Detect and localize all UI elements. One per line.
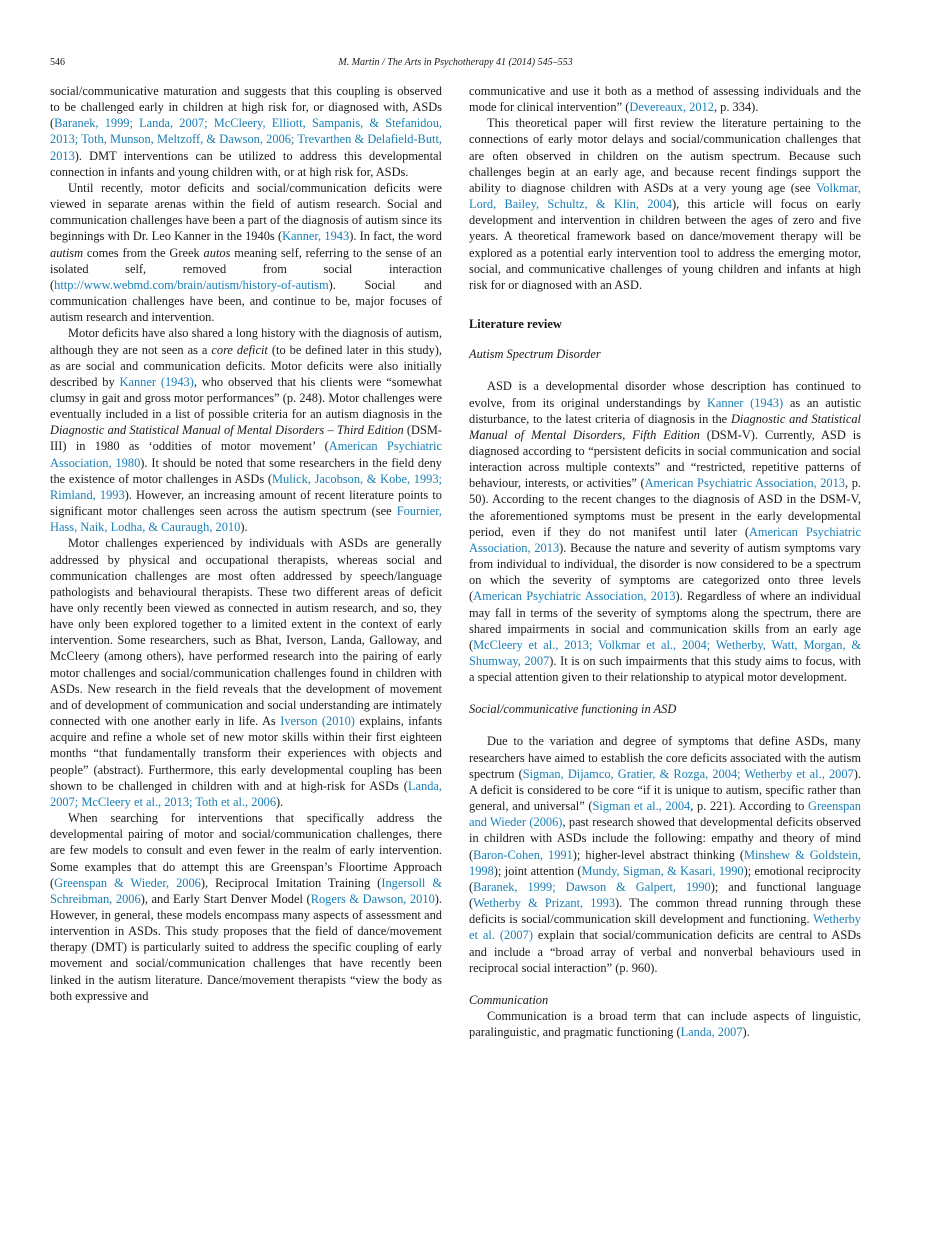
- subsection-heading: Autism Spectrum Disorder: [469, 347, 601, 362]
- citation-link[interactable]: American Psychiatric Association, 2013: [644, 476, 846, 491]
- subsection-heading: Social/communicative functioning in ASD: [469, 702, 677, 717]
- paragraph: Due to the variation and degree of symptoms that define ASDs, many researchers have aimed to establish the core deficits associated with the autism spectrum (Sigman, Dijamco, Gratier, & Rozga, 2004; Wetherby et al., 2007). A deficit is considered to be core “if it is unique to autism, specific rather than general, and universal” (Sigman et al., 2004, p. 221). According to Greenspan and Wieder (2006), past research showed that developmental deficits observed in children with ASDs include the following: empathy and theory of mind (Baron-Cohen, 1991); higher-level abstract thinking (Minshew & Goldstein, 1998); joint attention (Mundy, Sigman, & Kasari, 1990); emotional reciprocity (Baranek, 1999; Dawson & Galpert, 1990); and functional language (Wetherby & Prizant, 1993). The common thread running through these deficits is social/communication skill development and functioning. Wetherby et al. (2007) explain that social/communication deficits are central to ASDs and include a “broad array of verbal and nonverbal behaviours used in reciprocal social interaction” (p. 960).: [469, 734, 862, 975]
- citation-link[interactable]: Baranek, 1999; Dawson & Galpert, 1990: [473, 879, 711, 894]
- citation-link[interactable]: Baron-Cohen, 1991: [473, 847, 573, 862]
- citation-link[interactable]: Fournier, Hass, Naik, Lodha, & Cauraugh, 2010: [50, 504, 442, 535]
- citation-link[interactable]: American Psychiatric Association, 2013: [473, 589, 676, 604]
- citation-link[interactable]: Landa, 2007: [680, 1025, 743, 1040]
- paragraph: Until recently, motor deficits and social/communication deficits were viewed in separate arenas within the field of autism research. Social and communication challenges have been a part of the diagnosis of autism since its beginnings with Dr. Leo Kanner in the 1940s (Kanner, 1943). In fact, the word autism comes from the Greek autos meaning self, referring to the sense of an isolated self, removed from social interaction (http://www.webmd.com/brain/autism/history-of-autism). Social and communication challenges have been, and continue to be, major focuses of autism research and intervention.: [50, 180, 442, 325]
- running-head: M. Martin / The Arts in Psychotherapy 41 (2014) 545–553: [338, 57, 573, 68]
- citation-link[interactable]: American Psychiatric Association, 1980: [50, 439, 442, 470]
- paragraph: Motor deficits have also shared a long history with the diagnosis of autism, although they are not seen as a core deficit (to be defined later in this study), as are social and communication deficits. Motor deficits were also initially described by Kanner (1943), who observed that his clients were “somewhat clumsy in gait and gross motor performances” (p. 248). Motor challenges were eventually included in a list of possible criteria for an autism diagnosis in the Diagnostic and Statistical Manual of Mental Disorders – Third Edition (DSM-III) in 1980 as ‘oddities of motor movement’ (American Psychiatric Association, 1980). It should be noted that some researchers in the field deny the existence of motor challenges in ASDs (Mulick, Jacobson, & Kobe, 1993; Rimland, 1993). However, an increasing amount of recent literature points to significant motor challenges seen across the autism spectrum (see Fournier, Hass, Naik, Lodha, & Cauraugh, 2010).: [50, 326, 443, 535]
- citation-link[interactable]: Wetherby & Prizant, 1993: [473, 896, 616, 911]
- citation-link[interactable]: Sigman et al., 2004: [592, 799, 691, 814]
- paragraph: communicative and use it both as a method of assessing individuals and the mode for clinical intervention” (Devereaux, 2012, p. 334).: [469, 84, 861, 115]
- citation-link[interactable]: Wetherby et al. (2007): [469, 912, 861, 943]
- paragraph: This theoretical paper will first review the literature pertaining to the connections of early motor delays and social/communication challenges that are often observed in children on the autism spectrum. Because such challenges begin at an early age, and because recent findings support the ability to diagnose children with ASDs at a very young age (see Volkmar, Lord, Bailey, Schultz, & Klin, 2004), this article will focus on early development and intervention in children between the ages of zero and five years. A theoretical framework based on dance/movement therapy will be explored as a potential early intervention tool to address the emerging motor, social, and communicative challenges of young children and infants at high risk for or diagnosed with an ASD.: [469, 116, 861, 292]
- citation-link[interactable]: Ingersoll & Schreibman, 2006: [50, 875, 442, 906]
- citation-link[interactable]: Minshew & Goldstein, 1998: [469, 847, 862, 878]
- paragraph: Communication is a broad term that can include aspects of linguistic, paralinguistic, and pragmatic functioning (Landa, 2007).: [469, 1008, 861, 1040]
- citation-link[interactable]: Devereaux, 2012: [629, 100, 714, 115]
- url-link[interactable]: http://www.webmd.com/brain/autism/history-of-autism: [54, 277, 329, 292]
- citation-link[interactable]: Mundy, Sigman, & Kasari, 1990: [581, 863, 744, 878]
- citation-link[interactable]: Greenspan & Wieder, 2006: [54, 875, 201, 890]
- paragraph: When searching for interventions that specifically address the developmental pairing of motor and social/communication challenges, there are few models to consult and even fewer in the realm of early intervention. Some examples that do attempt this are Greenspan’s Floortime Approach (Greenspan & Wieder, 2006), Reciprocal Imitation Training (Ingersoll & Schreibman, 2006), and Early Start Denver Model (Rogers & Dawson, 2010). However, in general, these models encompass many aspects of assessment and intervention in ASDs. This study proposes that the field of dance/movement therapy (DMT) is particularly suited to address the specific coupling of early movement and social/communication challenges that have recently been linked in the autism literature. Dance/movement therapists “view the body as both expressive and: [50, 811, 442, 1003]
- citation-link[interactable]: Kanner, 1943: [282, 229, 350, 244]
- citation-link[interactable]: Volkmar, Lord, Bailey, Schultz, & Klin, 2004: [469, 180, 861, 212]
- citation-link[interactable]: Greenspan and Wieder (2006): [469, 799, 861, 830]
- citation-link[interactable]: Mulick, Jacobson, & Kobe, 1993; Rimland, 1993: [50, 471, 442, 502]
- page-header: [50, 56, 861, 70]
- citation-link[interactable]: Landa, 2007; McCleery et al., 2013; Toth et al., 2006: [50, 778, 442, 809]
- paragraph: social/communicative maturation and suggests that this coupling is observed to be challenged early in children at high risk for, or diagnosed with, ASDs (Baranek, 1999; Landa, 2007; McCleery, Elliott, Sampanis, & Stefanidou, 2013; Toth, Munson, Meltzoff, & Dawson, 2006; Trevarthen & Delafield-Butt, 2013). DMT interventions can be utilized to address this developmental connection in infants and young children with, or at high risk for, ASDs.: [50, 84, 442, 179]
- right-column: [469, 83, 861, 1040]
- citation-link[interactable]: McCleery et al., 2013; Volkmar et al., 2004; Wetherby, Watt, Morgan, & Shumway, 2007: [469, 637, 861, 668]
- paragraph: ASD is a developmental disorder whose description has continued to evolve, from its original understandings by Kanner (1943) as an autistic disturbance, to the latest criteria of diagnosis in the Diagnostic and Statistical Manual of Mental Disorders, Fifth Edition (DSM-V). Currently, ASD is diagnosed according to “persistent deficits in social communication and social interaction across multiple contexts” and “restricted, repetitive patterns of behaviour, interests, or activities” (American Psychiatric Association, 2013, p. 50). According to the recent changes to the diagnosis of ASD in the DSM-V, the aforementioned symptoms must be present in the early developmental period, even if they do not manifest until later (American Psychiatric Association, 2013). Because the nature and severity of autism symptoms vary from individual to individual, the disorder is now considered to be a spectrum on which the severity of symptoms are categorized onto three levels (American Psychiatric Association, 2013). Regardless of where an individual may fall in terms of the severity of symptoms along the spectrum, there are shared impairments in social and communication skills from an early age (McCleery et al., 2013; Volkmar et al., 2004; Wetherby, Watt, Morgan, & Shumway, 2007). It is on such impairments that this study aims to focus, with a special attention given to their relationship to atypical motor development.: [469, 379, 862, 685]
- page-number: 546: [50, 57, 65, 68]
- citation-link[interactable]: Sigman, Dijamco, Gratier, & Rozga, 2004; Wetherby et al., 2007: [522, 766, 854, 781]
- citation-link[interactable]: Kanner (1943): [706, 395, 784, 410]
- citation-link[interactable]: American Psychiatric Association, 2013: [469, 524, 861, 555]
- citation-link[interactable]: Kanner (1943): [119, 374, 194, 389]
- citation-link[interactable]: Baranek, 1999; Landa, 2007; McCleery, Elliott, Sampanis, & Stefanidou, 2013; Toth, Munson, Meltzoff, & Dawson, 2006; Trevarthen & Delafield-Butt, 2013: [50, 116, 442, 163]
- subsection-heading: Communication: [469, 992, 549, 1007]
- section-heading: Literature review: [469, 317, 562, 332]
- citation-link[interactable]: Iverson (2010): [280, 714, 355, 729]
- left-column: [50, 83, 442, 1004]
- citation-link[interactable]: Rogers & Dawson, 2010: [310, 891, 435, 906]
- paragraph: Motor challenges experienced by individuals with ASDs are generally addressed by physical and occupational therapists, whereas social and communication challenges are most often addressed by speech/language pathologists and behavioural therapists. These two different areas of deficit have only recently been viewed as connected in autism research, and so, they have only been explored together to a limited extent in the context of early intervention. Some researchers, such as Bhat, Iverson, Landa, Galloway, and McCleery (among others), have performed research into the pairing of early motor challenges and social/communication challenges found in children with ASDs. New research in the field reveals that the development of movement and of development of communication and social understanding are intimately connected with one another early in life. As Iverson (2010) explains, infants acquire and refine a whole set of new motor skills within their first eighteen months “that fundamentally transform their experiences with objects and people” (abstract). Furthermore, this early developmental coupling has been shown to be challenged in children with and at high-risk for ASDs (Landa, 2007; McCleery et al., 2013; Toth et al., 2006).: [50, 536, 443, 809]
